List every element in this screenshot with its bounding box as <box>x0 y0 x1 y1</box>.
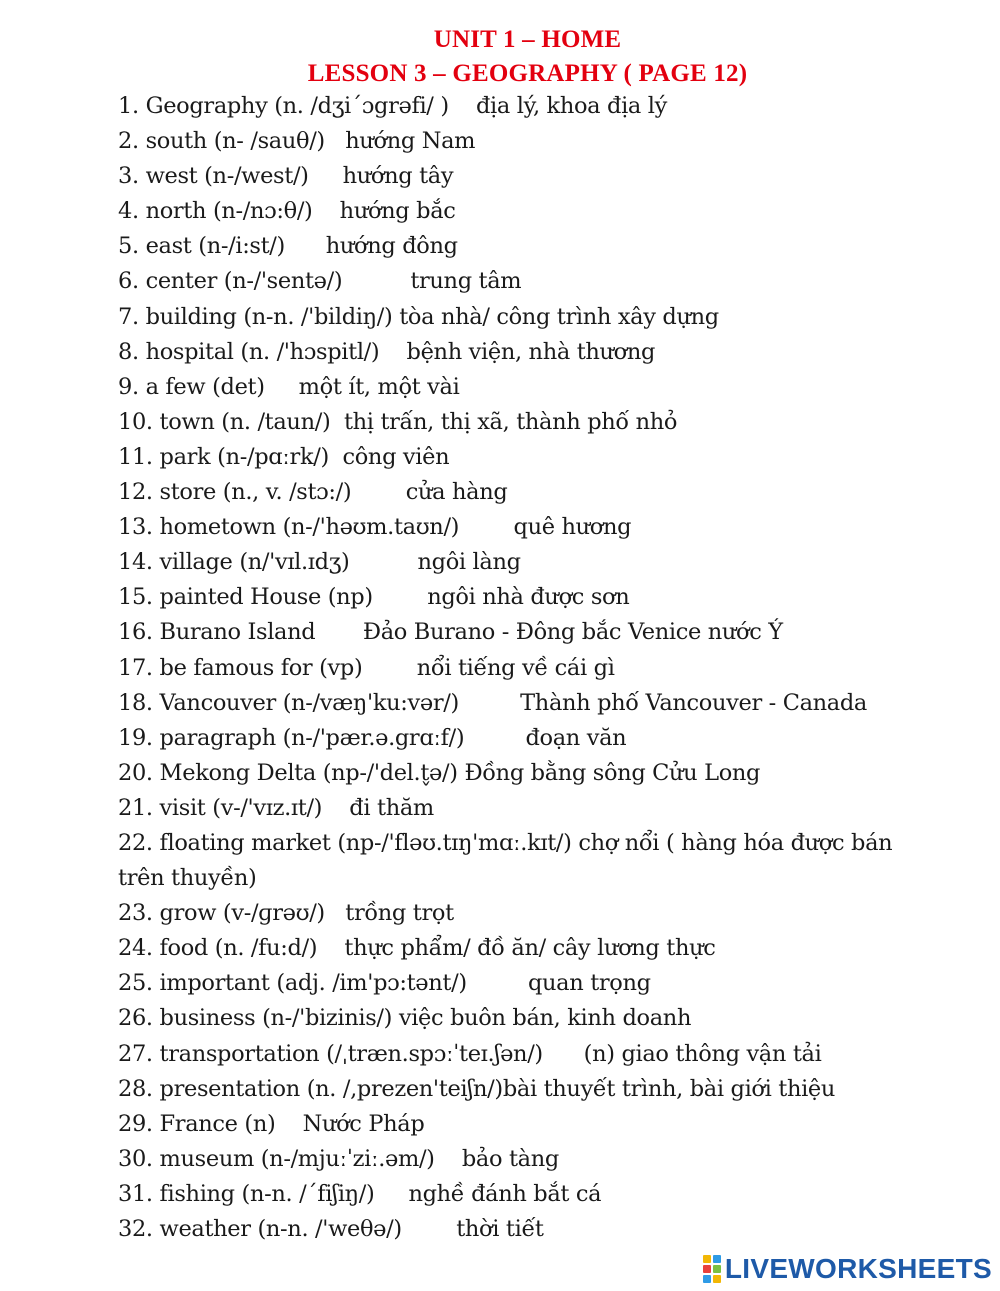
vocab-item: 25. important (adj. /im'pɔ:tənt/) quan trọng <box>118 970 651 997</box>
vocab-item: 10. town (n. /taun/) thị trấn, thị xã, thành phố nhỏ <box>118 408 678 435</box>
vocab-item: 19. paragraph (n-/'pær.ə.grɑːf/) đoạn văn <box>118 724 627 751</box>
vocab-item: 1. Geography (n. /dʒiˊɔgrəfi/ ) địa lý, khoa địa lý <box>118 93 668 119</box>
vocab-item: 22. floating market (np-/'fləʊ.tɪŋ'mɑː.kɪt/) chợ nổi ( hàng hóa được bán trên thuyền) <box>118 829 893 892</box>
vocab-item: 20. Mekong Delta (np-/'del.t̬ə/) Đồng bằng sông Cửu Long <box>118 759 761 786</box>
vocab-item: 9. a few (det) một ít, một vài <box>118 373 460 400</box>
vocab-item: 32. weather (n-n. /'weθə/) thời tiết <box>118 1216 544 1242</box>
vocab-item: 2. south (n- /sauθ/) hướng Nam <box>118 128 476 155</box>
vocab-item: 23. grow (v-/ɡrəʊ/) trồng trọt <box>118 900 454 927</box>
vocab-item: 27. transportation (/ˌtræn.spɔːˈteɪ.ʃən/) (n) giao thông vận tải <box>118 1040 822 1067</box>
vocab-item: 14. village (n/'vɪl.ɪdʒ) ngôi làng <box>118 549 521 576</box>
vocab-item: 7. building (n-n. /'bildiŋ/) tòa nhà/ công trình xây dựng <box>118 303 719 330</box>
vocab-item: 4. north (n-/nɔ:θ/) hướng bắc <box>118 198 456 225</box>
vocabulary-list <box>118 89 918 1247</box>
vocab-item: 29. France (n) Nước Pháp <box>118 1110 425 1137</box>
lesson-title: LESSON 3 – GEOGRAPHY ( PAGE 12) <box>307 60 748 87</box>
vocab-item: 28. presentation (n. /,prezen'teiʃn/)bài thuyết trình, bài giới thiệu <box>118 1075 836 1102</box>
vocab-item: 6. center (n-/'sentə/) trung tâm <box>118 268 522 295</box>
brand-text: LIVEWORKSHEETS <box>724 1253 992 1284</box>
vocab-item: 30. museum (n-/mjuːˈziː.əm/) bảo tàng <box>118 1145 559 1172</box>
unit-title: UNIT 1 – HOME <box>433 26 622 53</box>
vocab-item: 17. be famous for (vp) nổi tiếng về cái gì <box>118 654 615 681</box>
liveworksheets-logo <box>703 1253 992 1285</box>
vocab-item: 11. park (n-/pɑːrk/) công viên <box>118 443 450 470</box>
vocab-item: 24. food (n. /fu:d/) thực phẩm/ đồ ăn/ cây lương thực <box>118 935 716 962</box>
vocab-item: 8. hospital (n. /'hɔspitl/) bệnh viện, nhà thương <box>118 338 656 365</box>
vocab-item: 3. west (n-/west/) hướng tây <box>118 163 454 190</box>
vocab-item: 18. Vancouver (n-/væŋ'ku:vər/) Thành phố Vancouver - Canada <box>118 689 867 716</box>
vocab-item: 21. visit (v-/'vɪz.ɪt/) đi thăm <box>118 794 434 821</box>
vocab-item: 12. store (n., v. /stɔ:/) cửa hàng <box>118 479 508 506</box>
vocab-item: 26. business (n-/'bizinis/) việc buôn bán, kinh doanh <box>118 1005 692 1032</box>
vocab-item: 16. Burano Island Đảo Burano - Đông bắc Venice nước Ý <box>118 619 783 646</box>
logo-squares-icon <box>703 1255 721 1283</box>
vocab-item: 5. east (n-/i:st/) hướng đông <box>118 233 458 260</box>
vocab-item: 13. hometown (n-/'həʊm.taʊn/) quê hương <box>118 514 632 541</box>
vocab-item: 15. painted House (np) ngôi nhà được sơn <box>118 584 630 611</box>
vocab-item: 31. fishing (n-n. /ˊfiʃiŋ/) nghề đánh bắt cá <box>118 1180 602 1207</box>
